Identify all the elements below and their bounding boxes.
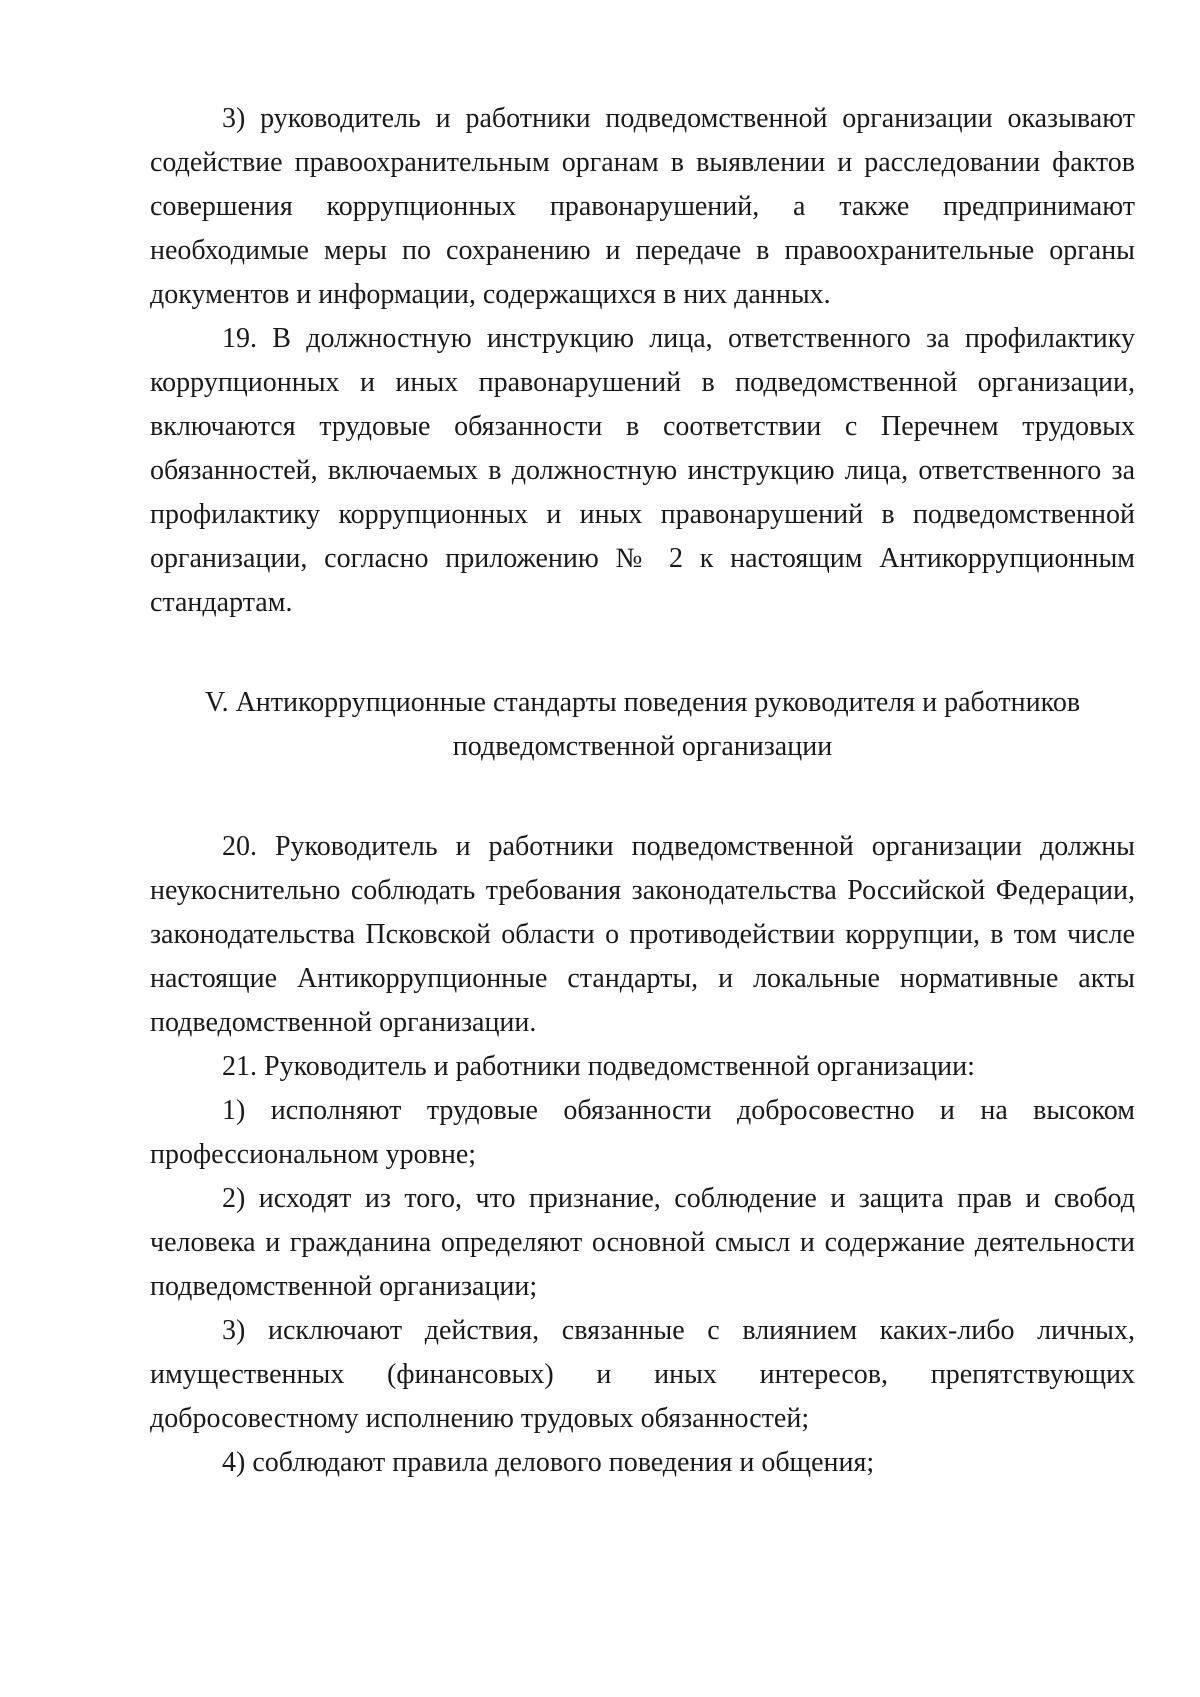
section-heading-line-2: подведомственной организации: [452, 731, 833, 762]
paragraph-19: 19. В должностную инструкцию лица, ответственного за профилактику коррупционных и иных правонарушений в подведомственной организации, включаются трудовые обязанности в соответствии с Перечнем трудовых обязанностей, включаемых в должностную инструкцию лица, ответственного за профилактику коррупционных и иных правонарушений в подведомственной организации, согласно приложению № 2 к настоящим Антикоррупционным стандартам.: [150, 323, 1135, 618]
paragraph-21-item-2: 2) исходят из того, что признание, соблюдение и защита прав и свобод человека и гражданина определяют основной смысл и содержание деятельности подведомственной организации;: [150, 1183, 1135, 1302]
paragraph-21: 21. Руководитель и работники подведомственной организации:: [222, 1051, 975, 1082]
paragraph-18-item-3: 3) руководитель и работники подведомственной организации оказывают содействие правоохранительным органам в выявлении и расследовании фактов совершения коррупционных правонарушений, а также предпринимают необходимые меры по сохранению и передаче в правоохранительные органы документов и информации, содержащихся в них данных.: [150, 103, 1135, 310]
section-heading-line-1: V. Антикоррупционные стандарты поведения руководителя и работников: [204, 687, 1081, 718]
section-heading: [150, 681, 1135, 769]
paragraph-21-item-1: 1) исполняют трудовые обязанности добросовестно и на высоком профессиональном уровне;: [150, 1095, 1135, 1170]
paragraph-21-item-4: 4) соблюдают правила делового поведения и общения;: [222, 1447, 875, 1478]
paragraph-20: 20. Руководитель и работники подведомственной организации должны неукоснительно соблюдать требования законодательства Российской Федерации, законодательства Псковской области о противодействии коррупции, в том числе настоящие Антикоррупционные стандарты, и локальные нормативные акты подведомственной организации.: [150, 831, 1135, 1038]
paragraph-21-item-3: 3) исключают действия, связанные с влиянием каких-либо личных, имущественных (финансовых) и иных интересов, препятствующих добросовестному исполнению трудовых обязанностей;: [150, 1315, 1135, 1434]
document-body: [150, 97, 1135, 1485]
